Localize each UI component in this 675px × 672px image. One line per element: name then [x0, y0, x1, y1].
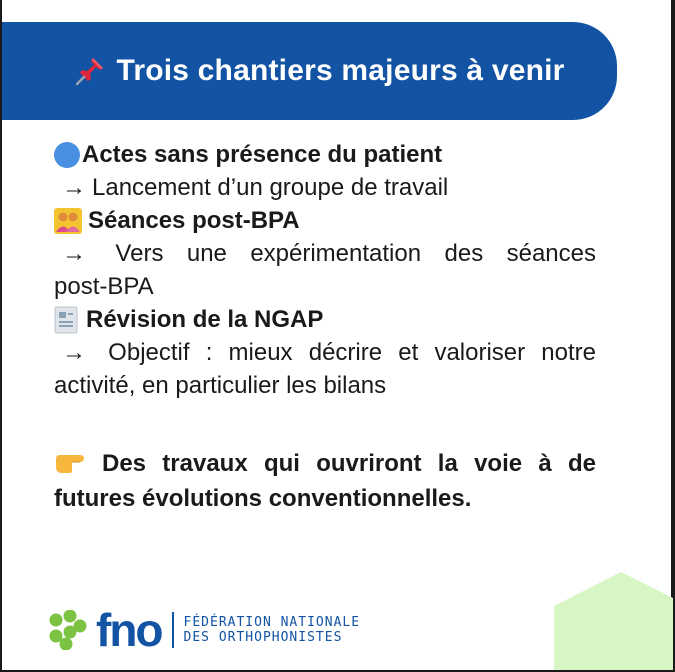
- conclusion-line-1: [54, 446, 596, 481]
- pushpin-icon: [74, 55, 106, 87]
- logo-tagline: [184, 615, 361, 645]
- title-banner: [2, 22, 617, 120]
- logo-divider: [172, 612, 174, 648]
- hexagon-cluster-icon: [46, 610, 90, 650]
- people-icon: [54, 208, 82, 234]
- fno-logo: [46, 606, 360, 654]
- decorative-hexagon: [554, 572, 675, 672]
- item-3-title: Révision de la NGAP: [86, 306, 324, 333]
- item-3-text-line2: activité, en particulier les bilans: [54, 372, 387, 399]
- arrow-icon: →: [62, 339, 86, 366]
- item-3-text-row-2: [54, 369, 596, 402]
- banner-title: [74, 54, 564, 88]
- item-2-title: Séances post-BPA: [88, 207, 300, 234]
- conclusion-text-2: futures évolutions conventionnelles.: [54, 485, 472, 512]
- document-icon: [54, 306, 78, 334]
- banner-title-text: Trois chantiers majeurs à venir: [116, 54, 565, 87]
- item-3-text-row: [54, 336, 596, 369]
- item-1-text: Lancement d’un groupe de travail: [92, 174, 449, 201]
- conclusion-text-1: Des travaux qui ouvriront la voie à de: [102, 450, 596, 477]
- pointing-hand-icon: [54, 451, 88, 475]
- item-2-text-row-2: [54, 270, 596, 303]
- logo-line-1: FÉDÉRATION NATIONALE: [183, 615, 361, 630]
- item-2-text-line1: Vers une expérimentation des séances: [115, 240, 596, 267]
- logo-wordmark: fno: [96, 604, 162, 656]
- item-1-text-row: [54, 171, 596, 204]
- item-2-text-row: [54, 237, 596, 270]
- item-1-title: Actes sans présence du patient: [82, 141, 443, 168]
- logo-line-2: DES ORTHOPHONISTES: [183, 630, 343, 645]
- arrow-icon: →: [62, 240, 86, 267]
- item-1-title-row: [54, 138, 596, 171]
- item-2-title-row: [54, 204, 596, 237]
- item-3-title-row: [54, 303, 596, 336]
- item-3-text-line1: Objectif : mieux décrire et valoriser notre: [108, 339, 596, 366]
- spacer: [54, 402, 596, 446]
- blue-circle-icon: [54, 142, 80, 168]
- item-2-text-line2: post-BPA: [54, 273, 154, 300]
- conclusion-line-2: [54, 481, 596, 516]
- arrow-icon: →: [62, 174, 86, 201]
- content-block: [54, 138, 596, 516]
